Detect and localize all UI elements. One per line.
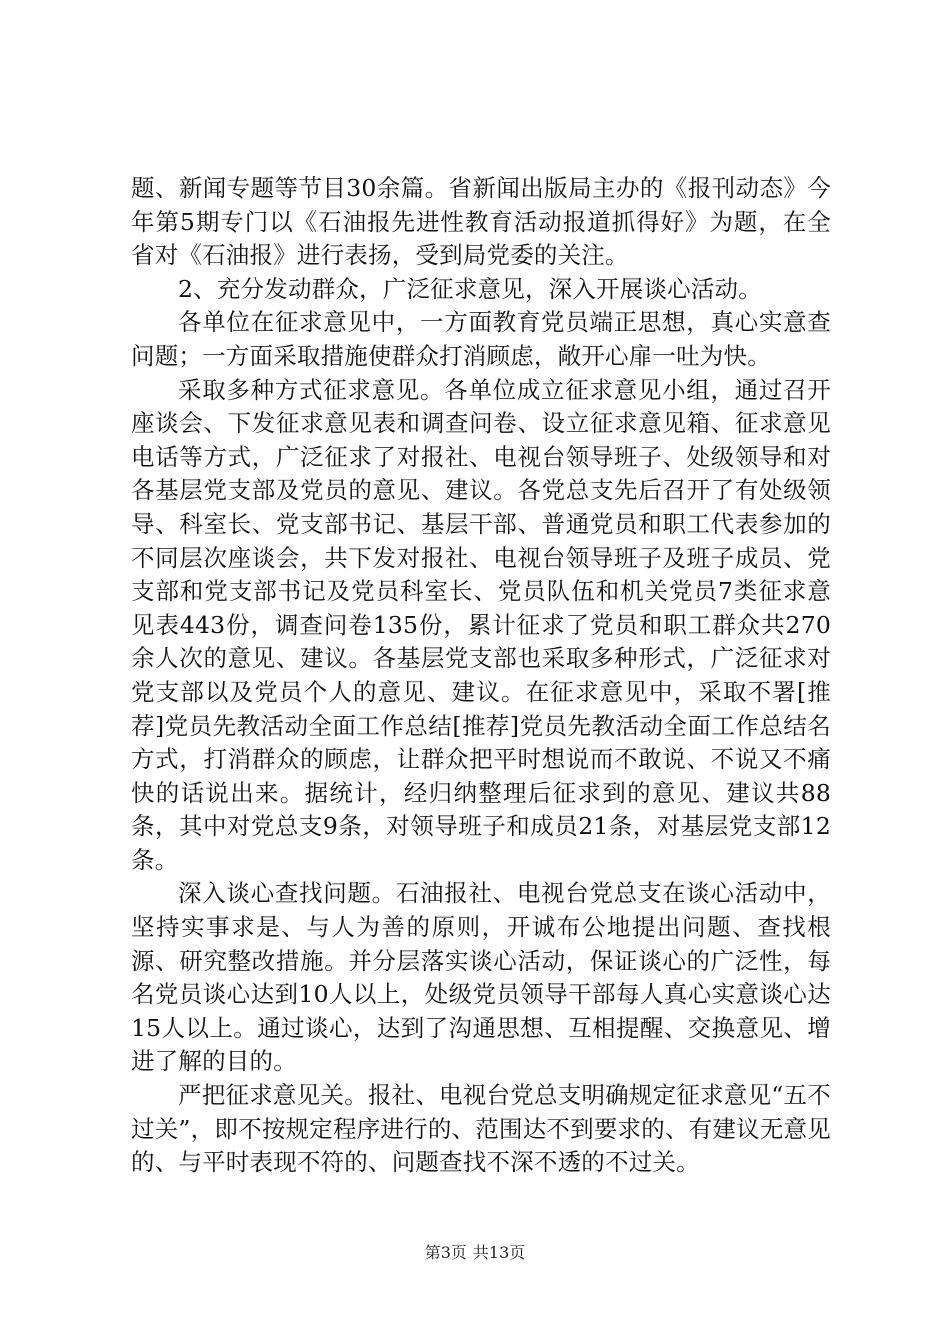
paragraph: 深入谈心查找问题。石油报社、电视台党总支在谈心活动中，坚持实事求是、与人为善的原则，开诚布公地提出问题、查找根源、研究整改措施。并分层落实谈心活动，保证谈心的广泛性，每名党员谈心达到10人以上，处级党员领导干部每人真心实意谈心达15人以上。通过谈心，达到了沟通思想、互相提醒、交换意见、增进了解的目的。 <box>131 879 831 1076</box>
document-body <box>131 172 831 1180</box>
section-heading: 2、充分发动群众，广泛征求意见，深入开展谈心活动。 <box>178 274 762 303</box>
paragraph: 严把征求意见关。报社、电视台党总支明确规定征求意见“五不过关”，即不按规定程序进行的、范围达不到要求的、有建议无意见的、与平时表现不符的、问题查找不深不透的不过关。 <box>131 1081 831 1177</box>
page-number: 第3页 <box>424 1243 467 1262</box>
page-footer <box>0 1243 950 1263</box>
page-total: 共13页 <box>472 1243 526 1262</box>
paragraph: 各单位在征求意见中，一方面教育党员端正思想，真心实意查问题；一方面采取措施使群众打消顾虑，敞开心扉一吐为快。 <box>131 308 831 370</box>
paragraph-continued: 题、新闻专题等节目30余篇。省新闻出版局主办的《报刊动态》今年第5期专门以《石油报先进性教育活动报道抓得好》为题，在全省对《石油报》进行表扬，受到局党委的关注。 <box>131 174 831 270</box>
paragraph: 采取多种方式征求意见。各单位成立征求意见小组，通过召开座谈会、下发征求意见表和调查问卷、设立征求意见箱、征求意见电话等方式，广泛征求了对报社、电视台领导班子、处级领导和对各基层党支部及党员的意见、建议。各党总支先后召开了有处级领导、科室长、党支部书记、基层干部、普通党员和职工代表参加的不同层次座谈会，共下发对报社、电视台领导班子及班子成员、党支部和党支部书记及党员科室长、党员队伍和机关党员7类征求意见表443份，调查问卷135份，累计征求了党员和职工群众共270余人次的意见、建议。各基层党支部也采取多种形式，广泛征求对党支部以及党员个人的意见、建议。在征求意见中，采取不署[推荐]党员先教活动全面工作总结[推荐]党员先教活动全面工作总结名方式，打消群众的顾虑，让群众把平时想说而不敢说、不说又不痛快的话说出来。据统计，经归纳整理后征求到的意见、建议共88条，其中对党总支9条，对领导班子和成员21条，对基层党支部12条。 <box>131 375 831 874</box>
